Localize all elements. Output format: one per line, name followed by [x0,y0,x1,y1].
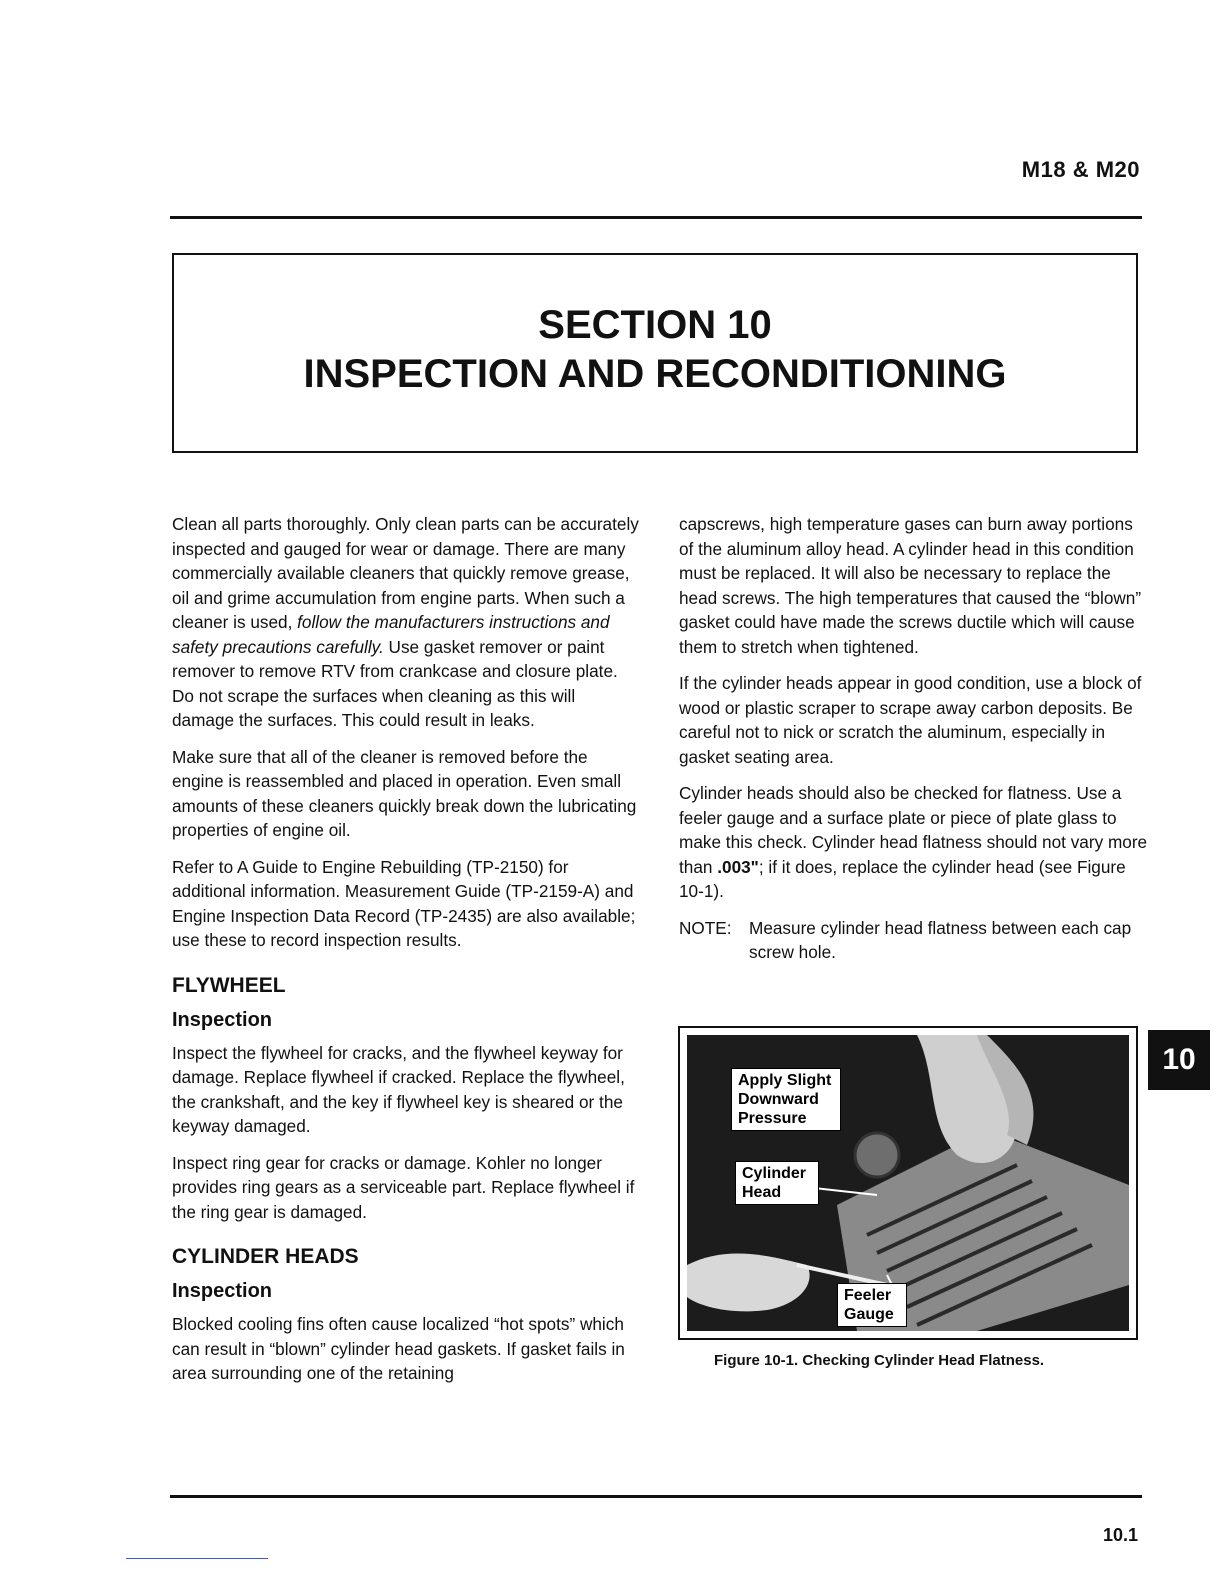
reference-paragraph: Refer to A Guide to Engine Rebuilding (TP-2150) for additional information. Measurement Guide (TP-2159-A) and Engine Inspection Data Record (TP-2435) are also available; use these to record inspection results. [172,856,636,950]
flywheel-paragraph-2: Inspect ring gear for cracks or damage. Kohler no longer provides ring gears as a serviceable part. Replace flywheel if the ring gear is damaged. [172,1152,635,1222]
header-model: M18 & M20 [1021,157,1140,182]
top-rule [170,216,1142,219]
section-number: SECTION 10 [538,303,772,347]
callout-cylinder-head: Cylinder Head [735,1161,819,1205]
bottom-rule [170,1495,1142,1498]
flywheel-paragraph-1: Inspect the flywheel for cracks, and the flywheel keyway for damage. Replace flywheel if cracked. Replace the flywheel, the crankshaft, and the key if flywheel key is sheared or the keyway damaged. [172,1042,625,1136]
right-column [679,512,1149,965]
figure-caption: Figure 10-1. Checking Cylinder Head Flatness. [714,1352,1045,1369]
cylinder-paragraph: Blocked cooling fins often cause localized “hot spots” which can result in “blown” cylinder head gaskets. If gasket fails in area surrounding one of the retaining [172,1314,625,1383]
cylinder-inspection-subheading: Inspection [172,1280,273,1302]
figure-10-1 [678,1026,1138,1340]
cylinder-head-photo [687,1035,1129,1331]
section-title-box [172,253,1138,453]
page-number: 10.1 [1102,1525,1138,1545]
cylinder-heads-heading: CYLINDER HEADS [172,1245,359,1268]
flywheel-heading: FLYWHEEL [172,973,286,997]
carbon-paragraph: If the cylinder heads appear in good condition, use a block of wood or plastic scraper to scrape away carbon deposits. Be careful not to nick or scratch the aluminum, especially in gasket seating area. [679,673,1142,767]
callout-feeler-gauge: Feeler Gauge [837,1283,907,1327]
note [679,916,1149,965]
cleaner-paragraph: Make sure that all of the cleaner is removed before the engine is reassembled and placed in operation. Even small amounts of these cleaners quickly break down the lubricating properties of engine oil. [172,746,637,840]
note-text: Measure cylinder head flatness between each cap screw hole. [749,917,1132,962]
flatness-paragraph: Cylinder heads should also be checked for flatness. Use a feeler gauge and a surface plate or piece of plate glass to make this check. Cylinder head flatness should not vary more than .003"; if it does, replace the cylinder head (see Figure 10-1). [679,783,1148,901]
section-title: INSPECTION AND RECONDITIONING [303,352,1007,396]
scan-mark [126,1558,268,1559]
intro-paragraph: Clean all parts thoroughly. Only clean parts can be accurately inspected and gauged for wear or damage. There are many commercially available cleaners that quickly remove grease, oil and grime accumulation from engine parts. When such a cleaner is used, follow the manufacturers instructions and safety precautions carefully. Use gasket remover or paint remover to remove RTV from crankcase and closure plate. Do not scrape the surfaces when cleaning as this will damage the surfaces. This could result in leaks. [172,514,639,730]
note-label: NOTE: [679,917,732,938]
flywheel-inspection-subheading: Inspection [172,1008,273,1031]
capscrews-paragraph: capscrews, high temperature gases can burn away portions of the aluminum alloy head. A cylinder head in this condition must be replaced. It will also be necessary to replace the head screws. The high temperatures that caused the “blown” gasket could have made the screws ductile which will cause them to stretch when tightened. [679,514,1142,657]
callout-apply-pressure: Apply Slight Downward Pressure [731,1068,841,1131]
left-column [172,512,642,1398]
section-tab: 10 [1148,1030,1210,1090]
